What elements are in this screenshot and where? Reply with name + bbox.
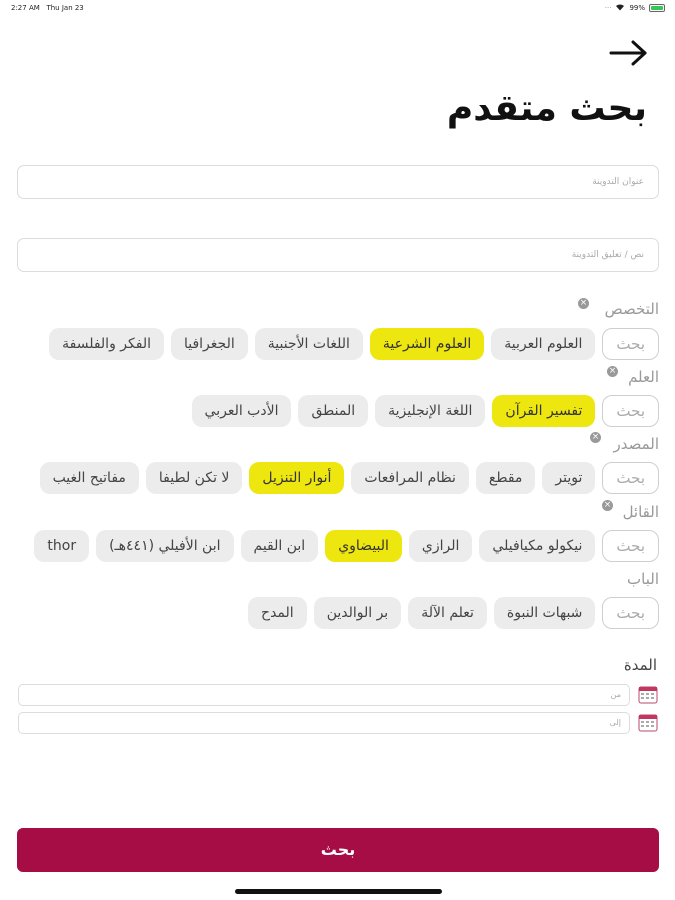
clear-source-icon[interactable]: × bbox=[591, 432, 600, 442]
source-label: المصدر bbox=[613, 435, 659, 453]
chip-ibn-al-qayyim[interactable]: ابن القيم bbox=[241, 530, 319, 562]
chip-author[interactable]: thor bbox=[34, 530, 89, 562]
chapter-search-chip[interactable]: بحث bbox=[602, 597, 659, 629]
page-title: بحث متقدم bbox=[446, 88, 647, 129]
chip-geography[interactable]: الجغرافيا bbox=[171, 328, 248, 360]
source-search-chip[interactable]: بحث bbox=[602, 462, 659, 494]
chip-sharia-sciences[interactable]: العلوم الشرعية bbox=[370, 328, 484, 360]
science-chip-row bbox=[192, 395, 659, 427]
chapter-label: الباب bbox=[627, 570, 659, 588]
dots-icon: ··· bbox=[604, 4, 612, 12]
chip-english[interactable]: اللغة الإنجليزية bbox=[375, 395, 485, 427]
chip-quran-tafsir[interactable]: تفسير القرآن bbox=[492, 395, 595, 427]
date-to-field[interactable]: إلى bbox=[18, 712, 630, 734]
speaker-search-chip[interactable]: بحث bbox=[602, 530, 659, 562]
chip-parents-kindness[interactable]: بر الوالدين bbox=[314, 597, 402, 629]
source-chip-row bbox=[40, 462, 659, 494]
home-indicator bbox=[235, 889, 442, 894]
blog-title-field-wrapper bbox=[17, 165, 659, 199]
battery-icon bbox=[649, 4, 665, 12]
chip-machine-learning[interactable]: تعلم الآلة bbox=[408, 597, 487, 629]
status-right bbox=[605, 3, 665, 13]
date-from-row bbox=[18, 684, 658, 706]
chip-thought-philosophy[interactable]: الفكر والفلسفة bbox=[49, 328, 164, 360]
chip-foreign-languages[interactable]: اللغات الأجنبية bbox=[255, 328, 363, 360]
wifi-icon bbox=[615, 3, 625, 13]
chip-al-baydawi[interactable]: البيضاوي bbox=[325, 530, 402, 562]
status-time: 2:27 AM Thu Jan 23 bbox=[11, 4, 84, 12]
search-submit-button[interactable]: بحث bbox=[17, 828, 659, 872]
chip-anwar-al-tanzil[interactable]: أنوار التنزيل bbox=[249, 462, 344, 494]
chip-arabic-literature[interactable]: الأدب العربي bbox=[192, 395, 292, 427]
blog-title-input[interactable] bbox=[18, 166, 658, 198]
chip-arabic-sciences[interactable]: العلوم العربية bbox=[491, 328, 595, 360]
blog-text-field-wrapper bbox=[17, 238, 659, 272]
chip-praise[interactable]: المدح bbox=[248, 597, 307, 629]
chip-dont-be-nice[interactable]: لا تكن لطيفا bbox=[146, 462, 243, 494]
status-bar bbox=[0, 0, 675, 18]
duration-label: المدة bbox=[623, 656, 657, 674]
science-label: العلم bbox=[628, 368, 659, 386]
date-to-row bbox=[18, 712, 658, 734]
specialty-chip-row bbox=[49, 328, 659, 360]
blog-text-input[interactable] bbox=[18, 239, 658, 271]
chip-ibn-al-afili[interactable]: ابن الأفيلي (٤٤١هـ) bbox=[96, 530, 233, 562]
chip-clip[interactable]: مقطع bbox=[476, 462, 536, 494]
battery-percent: 99% bbox=[629, 4, 645, 12]
calendar-icon[interactable] bbox=[638, 712, 658, 732]
chip-pleadings-law[interactable]: نظام المرافعات bbox=[351, 462, 469, 494]
calendar-icon[interactable] bbox=[638, 684, 658, 704]
specialty-label: التخصص bbox=[604, 300, 659, 318]
clear-science-icon[interactable]: × bbox=[608, 366, 617, 376]
clear-speaker-icon[interactable]: × bbox=[603, 500, 612, 510]
chip-twitter[interactable]: تويتر bbox=[542, 462, 595, 494]
date-from-field[interactable]: من bbox=[18, 684, 630, 706]
chip-machiavelli[interactable]: نيكولو مكيافيلي bbox=[479, 530, 595, 562]
speaker-chip-row bbox=[34, 530, 659, 562]
science-search-chip[interactable]: بحث bbox=[602, 395, 659, 427]
specialty-search-chip[interactable]: بحث bbox=[602, 328, 659, 360]
speaker-label: القائل bbox=[622, 503, 659, 521]
clear-specialty-icon[interactable]: × bbox=[579, 298, 588, 308]
chip-al-razi[interactable]: الرازي bbox=[409, 530, 473, 562]
back-arrow-icon[interactable] bbox=[607, 38, 651, 68]
chapter-chip-row bbox=[248, 597, 659, 629]
chip-prophethood-doubts[interactable]: شبهات النبوة bbox=[494, 597, 595, 629]
chip-mafatih-al-ghayb[interactable]: مفاتيح الغيب bbox=[40, 462, 139, 494]
chip-logic[interactable]: المنطق bbox=[298, 395, 368, 427]
